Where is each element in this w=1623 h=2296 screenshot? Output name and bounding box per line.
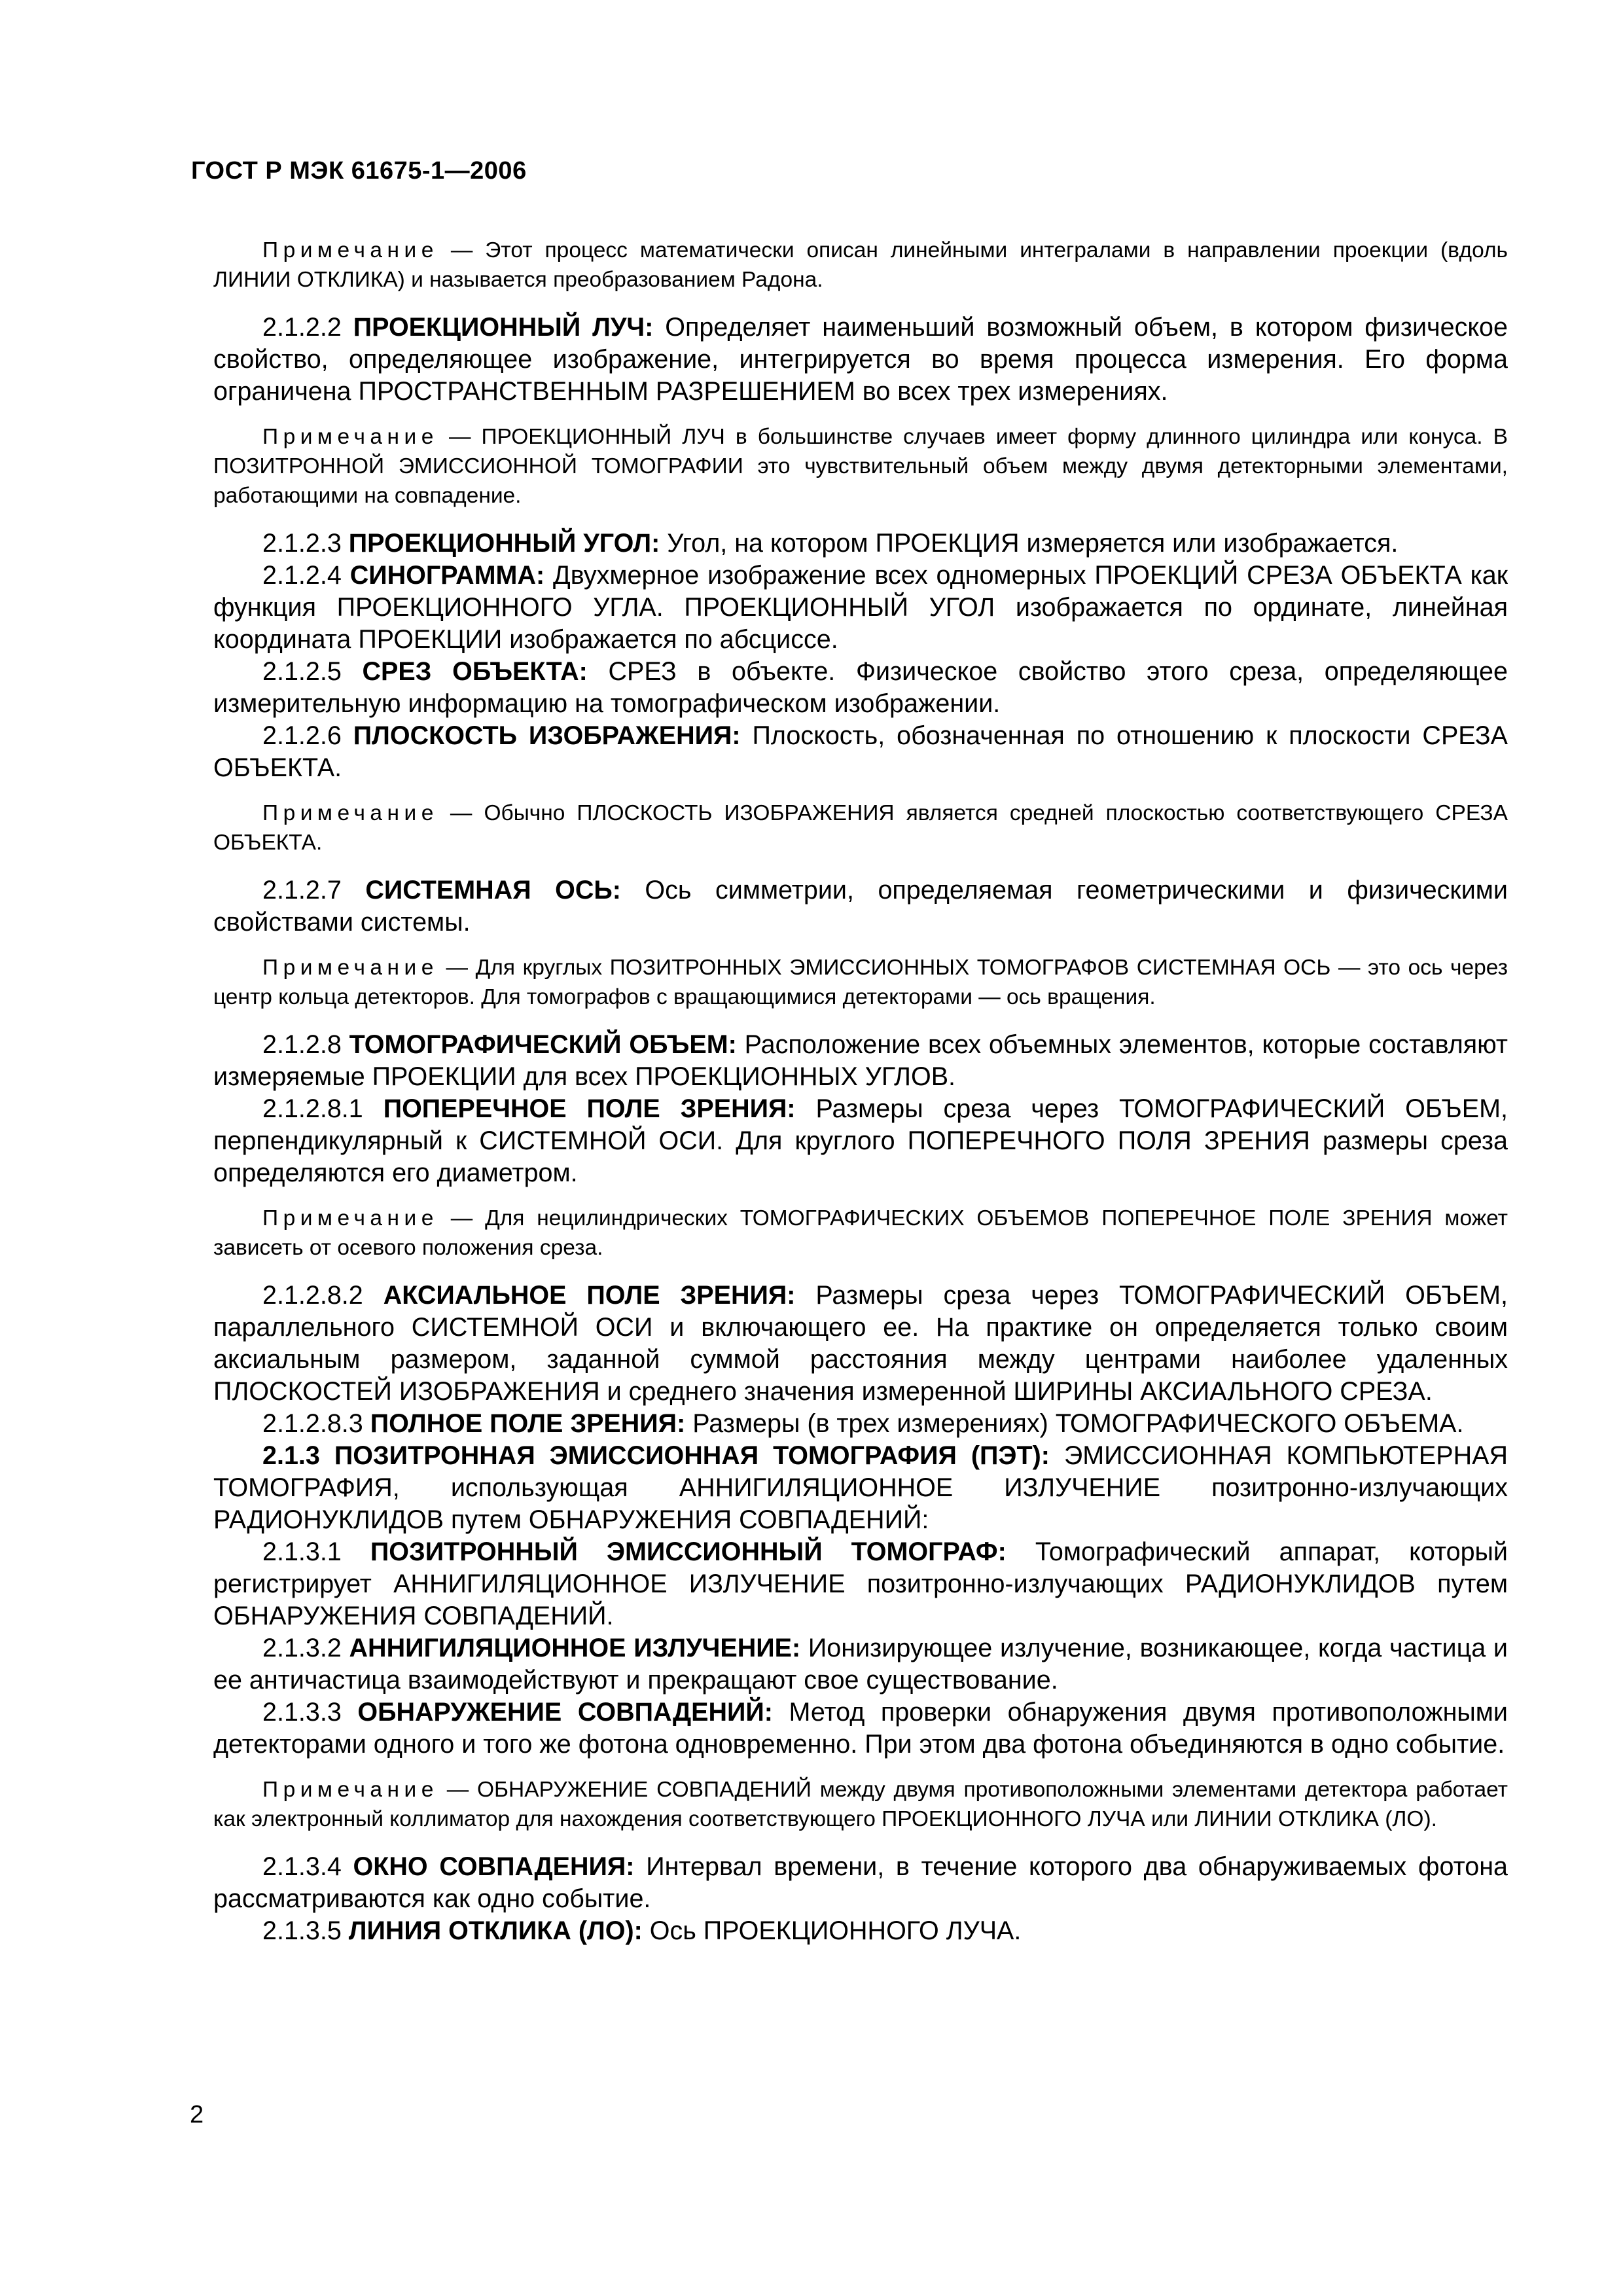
clause-number: 2.1.3.2 bbox=[262, 1634, 342, 1662]
definition-paragraph bbox=[213, 528, 1508, 560]
defined-term: ПРОЕКЦИОННЫЙ УГОЛ: bbox=[348, 529, 660, 558]
defined-term: СИСТЕМНАЯ ОСЬ: bbox=[365, 876, 621, 905]
definition-text: Определяет наименьший возможный объем, в котором физическое свойство, определяющее изображение, интегрируется во время процесса измерения. Его форма ограничена ПРОСТРАНСТВЕННЫМ РАЗРЕШЕНИЕМ во всех трех измерениях. bbox=[213, 313, 1508, 406]
clause-number: 2.1.2.8.2 bbox=[262, 1281, 363, 1310]
defined-term: ОБНАРУЖЕНИЕ СОВПАДЕНИЙ: bbox=[357, 1698, 773, 1727]
definition-paragraph bbox=[213, 560, 1508, 656]
clause-number: 2.1.2.8.3 bbox=[262, 1409, 363, 1438]
definition-paragraph bbox=[213, 720, 1508, 784]
note-paragraph bbox=[213, 798, 1508, 857]
definition-text: Двухмерное изображение всех одномерных ПРОЕКЦИЙ СРЕЗА ОБЪЕКТА как функция ПРОЕКЦИОННОГО УГЛА. ПРОЕКЦИОННЫЙ УГОЛ изображается по ординате, линейная координата ПРОЕКЦИИ изображается по абсциссе. bbox=[213, 561, 1508, 654]
note-paragraph bbox=[213, 422, 1508, 511]
clause-number: 2.1.3.3 bbox=[262, 1698, 342, 1727]
note-label: Примечание bbox=[262, 1206, 438, 1230]
note-label: Примечание bbox=[262, 238, 438, 262]
defined-term: ПОЗИТРОННАЯ ЭМИССИОННАЯ ТОМОГРАФИЯ (ПЭТ): bbox=[334, 1441, 1050, 1470]
defined-term: АННИГИЛЯЦИОННОЕ ИЗЛУЧЕНИЕ: bbox=[349, 1634, 801, 1662]
definition-text: Угол, на котором ПРОЕКЦИЯ измеряется или изображается. bbox=[660, 529, 1399, 558]
clause-number: 2.1.2.6 bbox=[262, 721, 342, 750]
definition-paragraph bbox=[213, 1851, 1508, 1915]
note-label: Примечание bbox=[262, 425, 438, 449]
note-paragraph bbox=[213, 953, 1508, 1012]
defined-term: ПОПЕРЕЧНОЕ ПОЛЕ ЗРЕНИЯ: bbox=[383, 1094, 796, 1123]
defined-term: ПОЛНОЕ ПОЛЕ ЗРЕНИЯ: bbox=[370, 1409, 686, 1438]
definition-paragraph bbox=[213, 1440, 1508, 1536]
definition-paragraph bbox=[213, 1280, 1508, 1408]
definition-paragraph bbox=[213, 1632, 1508, 1696]
note-text: — Этот процесс математически описан линейными интегралами в направлении проекции (вдоль ЛИНИИ ОТКЛИКА) и называется преобразованием Радона. bbox=[213, 238, 1508, 292]
note-paragraph bbox=[213, 1204, 1508, 1263]
definition-paragraph bbox=[213, 1408, 1508, 1440]
page-header-standard-id: ГОСТ Р МЭК 61675-1—2006 bbox=[191, 157, 527, 185]
definition-text: Расположение всех объемных элементов, которые составляют измеряемые ПРОЕКЦИИ для всех ПРОЕКЦИОННЫХ УГЛОВ. bbox=[213, 1030, 1508, 1091]
clause-number: 2.1.2.8.1 bbox=[262, 1094, 363, 1123]
clause-number: 2.1.3 bbox=[262, 1441, 320, 1470]
clause-number: 2.1.2.7 bbox=[262, 876, 342, 905]
definition-paragraph bbox=[213, 1029, 1508, 1093]
definition-paragraph bbox=[213, 1915, 1508, 1947]
note-text: — Для нецилиндрических ТОМОГРАФИЧЕСКИХ ОБЪЕМОВ ПОПЕРЕЧНОЕ ПОЛЕ ЗРЕНИЯ может зависеть от осевого положения среза. bbox=[213, 1206, 1508, 1260]
clause-number: 2.1.2.3 bbox=[262, 529, 342, 558]
definition-text: Размеры (в трех измерениях) ТОМОГРАФИЧЕСКОГО ОБЪЕМА. bbox=[685, 1409, 1464, 1438]
definition-text: ЭМИССИОННАЯ КОМПЬЮТЕРНАЯ ТОМОГРАФИЯ, использующая АННИГИЛЯЦИОННОЕ ИЗЛУЧЕНИЕ позитронно-излучающих РАДИОНУКЛИДОВ путем ОБНАРУЖЕНИЯ СОВПАДЕНИЙ: bbox=[213, 1441, 1508, 1534]
note-paragraph bbox=[213, 1775, 1508, 1834]
definition-text: Ось симметрии, определяемая геометрическими и физическими свойствами системы. bbox=[213, 876, 1508, 937]
note-label: Примечание bbox=[262, 1778, 438, 1802]
note-label: Примечание bbox=[262, 956, 438, 980]
definition-paragraph bbox=[213, 874, 1508, 939]
definition-paragraph bbox=[213, 656, 1508, 720]
defined-term: ЛИНИЯ ОТКЛИКА (ЛО): bbox=[348, 1916, 643, 1945]
definition-text: Ось ПРОЕКЦИОННОГО ЛУЧА. bbox=[642, 1916, 1022, 1945]
clause-number: 2.1.2.8 bbox=[262, 1030, 342, 1059]
defined-term: ПЛОСКОСТЬ ИЗОБРАЖЕНИЯ: bbox=[353, 721, 741, 750]
definition-text: Интервал времени, в течение которого два обнаруживаемых фотона рассматриваются как одно событие. bbox=[213, 1852, 1508, 1913]
note-text: — ОБНАРУЖЕНИЕ СОВПАДЕНИЙ между двумя противоположными элементами детектора работает как электронный коллиматор для нахождения соответствующего ПРОЕКЦИОННОГО ЛУЧА или ЛИНИИ ОТКЛИКА (ЛО). bbox=[213, 1778, 1508, 1831]
definition-text: Плоскость, обозначенная по отношению к плоскости СРЕЗА ОБЪЕКТА. bbox=[213, 721, 1508, 782]
definition-text: СРЕЗ в объекте. Физическое свойство этого среза, определяющее измерительную информацию на томографическом изображении. bbox=[213, 657, 1508, 718]
definition-paragraph bbox=[213, 1536, 1508, 1632]
clause-number: 2.1.2.2 bbox=[262, 313, 342, 342]
definition-paragraph bbox=[213, 1093, 1508, 1189]
defined-term: СРЕЗ ОБЪЕКТА: bbox=[362, 657, 588, 686]
defined-term: ТОМОГРАФИЧЕСКИЙ ОБЪЕМ: bbox=[349, 1030, 737, 1059]
clause-number: 2.1.3.1 bbox=[262, 1537, 342, 1566]
note-label: Примечание bbox=[262, 801, 438, 825]
defined-term: АКСИАЛЬНОЕ ПОЛЕ ЗРЕНИЯ: bbox=[383, 1281, 796, 1310]
clause-number: 2.1.3.4 bbox=[262, 1852, 342, 1881]
defined-term: ПОЗИТРОННЫЙ ЭМИССИОННЫЙ ТОМОГРАФ: bbox=[370, 1537, 1007, 1566]
page-number: 2 bbox=[190, 2101, 204, 2128]
clause-number: 2.1.2.4 bbox=[262, 561, 342, 590]
note-text: — Обычно ПЛОСКОСТЬ ИЗОБРАЖЕНИЯ является средней плоскостью соответствующего СРЕЗА ОБЪЕКТА. bbox=[213, 801, 1508, 855]
definition-text: Размеры среза через ТОМОГРАФИЧЕСКИЙ ОБЪЕМ, перпендикулярный к СИСТЕМНОЙ ОСИ. Для круглого ПОПЕРЕЧНОГО ПОЛЯ ЗРЕНИЯ размеры среза определяются его диаметром. bbox=[213, 1094, 1508, 1187]
clause-number: 2.1.2.5 bbox=[262, 657, 342, 686]
definition-text: Ионизирующее излучение, возникающее, когда частица и ее античастица взаимодействуют и прекращают свое существование. bbox=[213, 1634, 1508, 1695]
definition-text: Метод проверки обнаружения двумя противоположными детекторами одного и того же фотона одновременно. При этом два фотона объединяются в одно событие. bbox=[213, 1698, 1508, 1759]
definition-paragraph bbox=[213, 312, 1508, 408]
note-text: — ПРОЕКЦИОННЫЙ ЛУЧ в большинстве случаев имеет форму длинного цилиндра или конуса. В ПОЗИТРОННОЙ ЭМИССИОННОЙ ТОМОГРАФИИ это чувствительный объем между двумя детекторными элементами, работающими на совпадение. bbox=[213, 425, 1508, 508]
defined-term: ОКНО СОВПАДЕНИЯ: bbox=[353, 1852, 635, 1881]
note-text: — Для круглых ПОЗИТРОННЫХ ЭМИССИОННЫХ ТОМОГРАФОВ СИСТЕМНАЯ ОСЬ — это ось через центр кольца детекторов. Для томографов с вращающимися детекторами — ось вращения. bbox=[213, 956, 1508, 1009]
clause-number: 2.1.3.5 bbox=[262, 1916, 342, 1945]
document-body bbox=[213, 221, 1508, 1947]
defined-term: СИНОГРАММА: bbox=[349, 561, 545, 590]
definition-text: Размеры среза через ТОМОГРАФИЧЕСКИЙ ОБЪЕМ, параллельного СИСТЕМНОЙ ОСИ и включающего ее. На практике он определяется только своим аксиальным размером, заданной суммой расстояния между центрами наиболее удаленных ПЛОСКОСТЕЙ ИЗОБРАЖЕНИЯ и среднего значения измеренной ШИРИНЫ АКСИАЛЬНОГО СРЕЗА. bbox=[213, 1281, 1508, 1406]
definition-paragraph bbox=[213, 1696, 1508, 1761]
defined-term: ПРОЕКЦИОННЫЙ ЛУЧ: bbox=[353, 313, 654, 342]
note-paragraph bbox=[213, 236, 1508, 295]
definition-text: Томографический аппарат, который регистрирует АННИГИЛЯЦИОННОЕ ИЗЛУЧЕНИЕ позитронно-излучающих РАДИОНУКЛИДОВ путем ОБНАРУЖЕНИЯ СОВПАДЕНИЙ. bbox=[213, 1537, 1508, 1630]
